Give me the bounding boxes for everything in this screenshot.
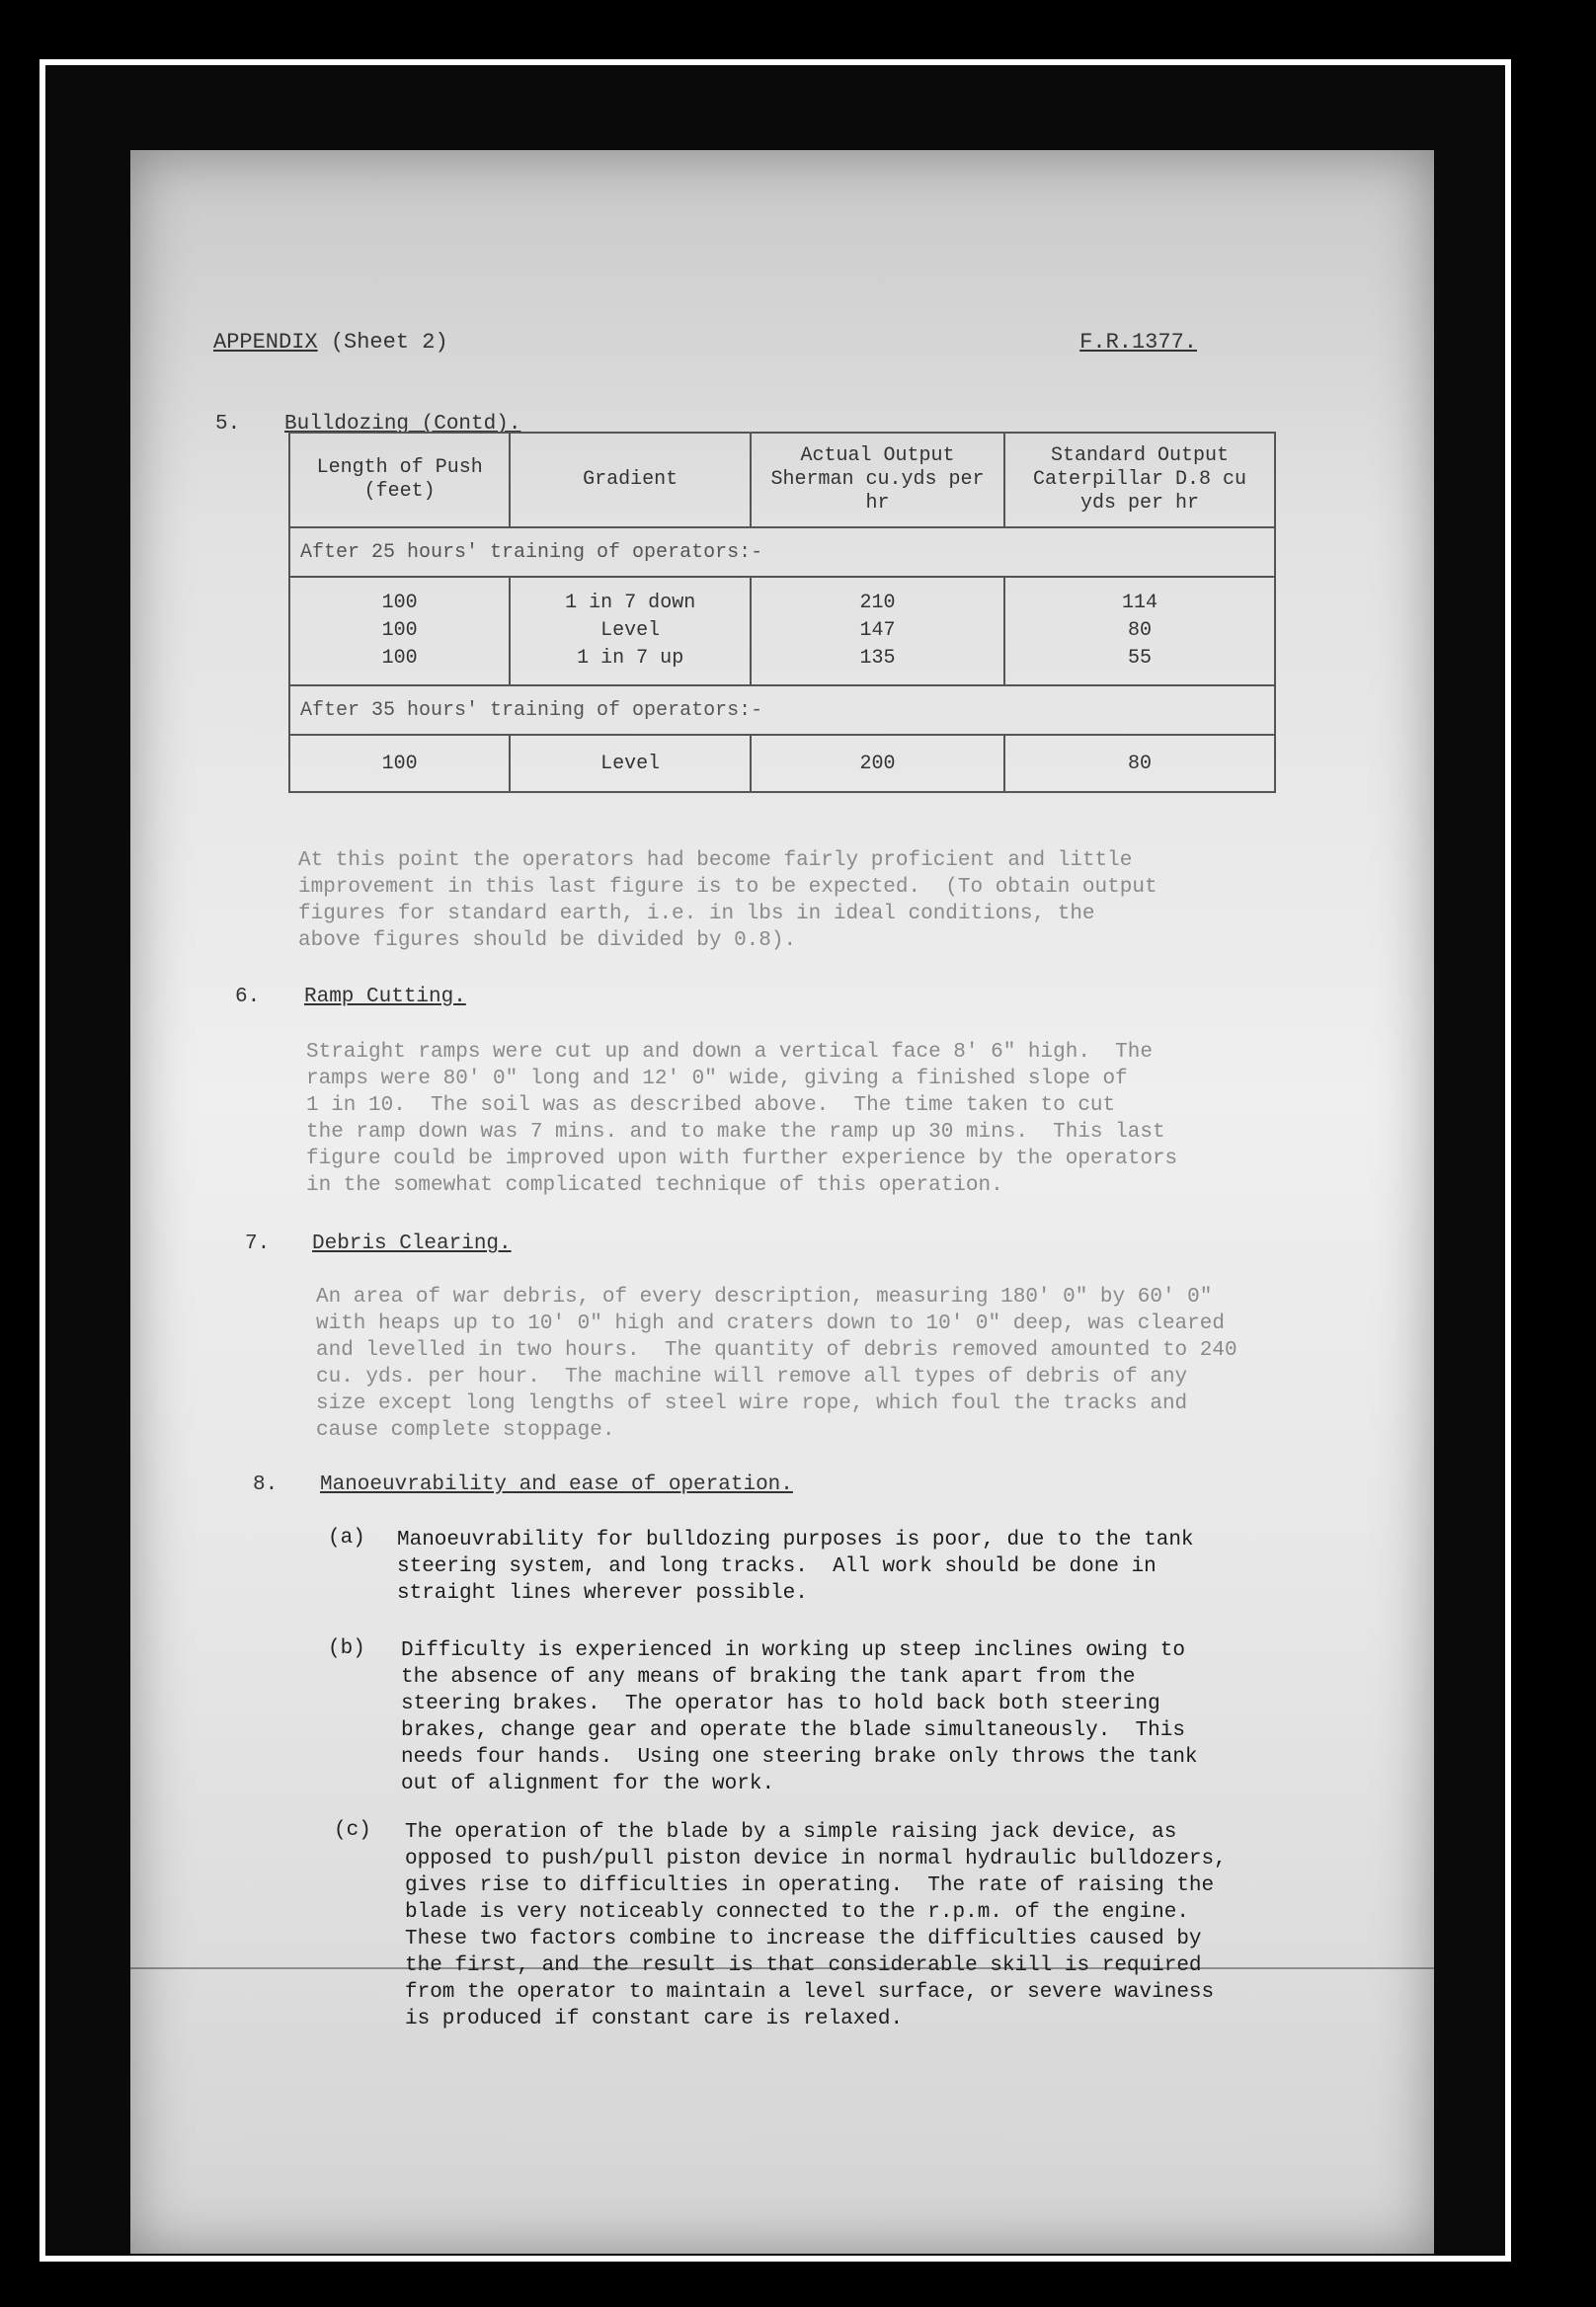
- table-row: [289, 735, 1275, 792]
- cell-caterpillar: [1004, 577, 1275, 685]
- cell-gradient: Level: [510, 735, 751, 792]
- cell-value: 55: [1127, 647, 1152, 670]
- section-8-title: Manoeuvrability and ease of operation.: [320, 1473, 793, 1496]
- cell-gradient: [510, 577, 751, 685]
- cell-caterpillar: 80: [1004, 735, 1275, 792]
- table-group-row: [289, 527, 1275, 577]
- cell-value: 100: [381, 592, 418, 614]
- cell-value: 147: [859, 619, 896, 642]
- cell-sherman: [751, 577, 1004, 685]
- cell-value: 1 in 7 down: [565, 592, 696, 614]
- appendix-label: [213, 330, 448, 355]
- item-b-text: Difficulty is experienced in working up steep inclines owing to the absence of any means of braking the tank apart from the steering brakes. The operator has to hold back both steering brakes, change gear and operate the blade simultaneously. This needs four hands. Using one steering brake only throws the tank out of alignment for the work.: [401, 1639, 1198, 1795]
- group-2-label: After 35 hours' training of operators:-: [289, 685, 1275, 735]
- cell-sherman: 200: [751, 735, 1004, 792]
- header-caterpillar: Standard Output Caterpillar D.8 cu yds per hr: [1004, 433, 1275, 527]
- section-5-number: 5.: [215, 413, 241, 436]
- cell-value: 100: [381, 619, 418, 642]
- item-a-label: (a): [328, 1527, 365, 1550]
- cell-value: 1 in 7 up: [577, 647, 684, 670]
- section-7-number: 7.: [245, 1233, 271, 1255]
- cell-value: 100: [381, 647, 418, 670]
- cell-value: 210: [859, 592, 896, 614]
- section-7-title: Debris Clearing.: [312, 1233, 512, 1255]
- section-6-number: 6.: [235, 986, 261, 1008]
- section-5-note: At this point the operators had become fairly proficient and little improvement in this last figure is to be expected. (To obtain output figures for standard earth, i.e. in lbs in ideal conditions, the above figures should be divided by 0.8).: [298, 849, 1157, 952]
- item-c-text: The operation of the blade by a simple raising jack device, as opposed to push/pull piston device in normal hydraulic bulldozers, gives rise to difficulties in operating. The rate of raising the blade is very noticeably connected to the r.p.m. of the engine. These two factors combine to increase the difficulties caused by the first, and the result is that considerable skill is required from the operator to maintain a level surface, or severe waviness is produced if constant care is relaxed.: [405, 1821, 1227, 2030]
- table-group-row: [289, 685, 1275, 735]
- item-b-label: (b): [328, 1637, 365, 1660]
- section-7-text: An area of war debris, of every description, measuring 180' 0" by 60' 0" with heaps up to 10' 0" high and craters down to 10' 0" deep, was cleared and levelled in two hours. The quantity of debris removed amounted to 240 cu. yds. per hour. The machine will remove all types of debris of any size except long lengths of steel wire rope, which foul the tracks and cause complete stoppage.: [316, 1286, 1237, 1442]
- item-c-label: (c): [334, 1819, 371, 1842]
- section-5-title: Bulldozing (Contd).: [284, 413, 521, 436]
- item-a-text: Manoeuvrability for bulldozing purposes is poor, due to the tank steering system, and long tracks. All work should be done in straight lines wherever possible.: [397, 1529, 1194, 1605]
- cell-value: Level: [600, 619, 661, 642]
- header-sherman: Actual Output Sherman cu.yds per hr: [751, 433, 1004, 527]
- cell-value: 135: [859, 647, 896, 670]
- cell-value: 114: [1121, 592, 1157, 614]
- cell-value: 80: [1127, 619, 1152, 642]
- cell-length: [289, 577, 510, 685]
- cell-length: 100: [289, 735, 510, 792]
- section-6-text: Straight ramps were cut up and down a vertical face 8' 6" high. The ramps were 80' 0" long and 12' 0" wide, giving a finished slope of 1 in 10. The soil was as described above. The time taken to cut the ramp down was 7 mins. and to make the ramp up 30 mins. This last figure could be improved upon with further experience by the operators in the somewhat complicated technique of this operation.: [306, 1041, 1178, 1197]
- table-row: [289, 577, 1275, 685]
- appendix-sheet: (Sheet 2): [330, 330, 448, 355]
- reference-number: F.R.1377.: [1079, 330, 1197, 355]
- section-8-number: 8.: [253, 1473, 279, 1496]
- section-6-title: Ramp Cutting.: [304, 986, 466, 1008]
- table-header-row: [289, 433, 1275, 527]
- header-gradient: Gradient: [510, 433, 751, 527]
- document-sheet: [130, 150, 1434, 2254]
- header-length: Length of Push (feet): [289, 433, 510, 527]
- group-1-label: After 25 hours' training of operators:-: [289, 527, 1275, 577]
- bulldozing-output-table: [288, 432, 1276, 793]
- appendix-word: APPENDIX: [213, 330, 318, 355]
